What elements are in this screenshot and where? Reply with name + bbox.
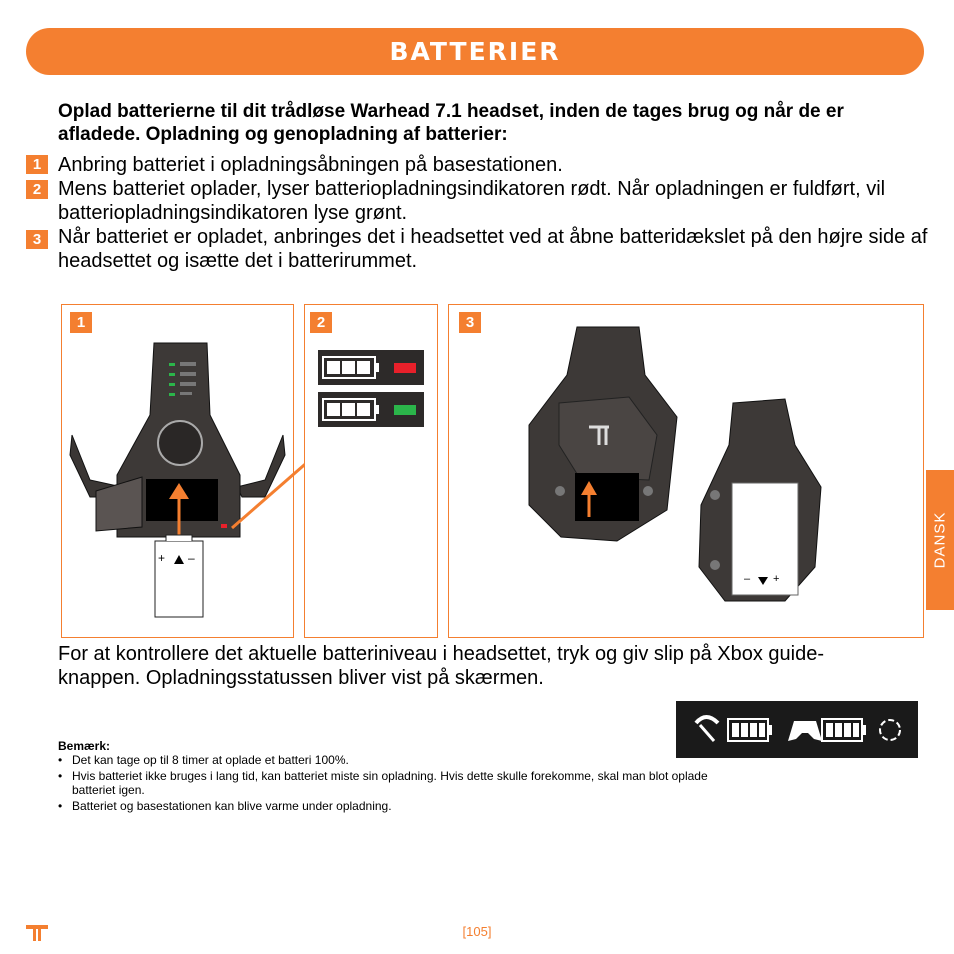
note-item: • Det kan tage op til 8 timer at oplade et batteri 100%. <box>58 753 738 767</box>
step-text: Når batteriet er opladet, anbringes det i headsettet ved at åbne batteridækslet på den højre side af headsettet og isætte det i batterirummet. <box>58 226 928 272</box>
language-tab <box>926 470 954 610</box>
step-number: 1 <box>26 155 48 174</box>
note-item: • Batteriet og basestationen kan blive varme under opladning. <box>58 799 738 813</box>
headset-icon <box>696 717 718 741</box>
battery-minus-label: – <box>188 551 195 565</box>
page-number: [105] <box>462 924 492 939</box>
battery-icon <box>822 719 866 741</box>
panel-number: 1 <box>70 312 92 333</box>
note-item: • Hvis batteriet ikke bruges i lang tid, kan batteriet miste sin opladning. Hvis dette skulle forekomme, skal man blot oplade batteriet igen. <box>58 769 738 797</box>
note-list <box>58 753 738 815</box>
step-number: 3 <box>26 230 48 249</box>
headset-illustration <box>449 305 923 637</box>
title-banner <box>26 28 924 75</box>
charge-indicator-illustration <box>305 305 437 445</box>
note-heading: Bemærk: <box>58 739 111 753</box>
panel-number: 3 <box>459 312 481 333</box>
step-text: Mens batteriet oplader, lyser batteriopladningsindikatoren rødt. Når opladningen er fuldført, vil batteriopladningsindikatoren lyse grønt. <box>58 178 886 224</box>
panel-number: 2 <box>310 312 332 333</box>
intro-text: Oplad batterierne til dit trådløse Warhead 7.1 headset, inden de tages brug og når de er afladede. Opladning og genopladning af batterier: <box>58 101 844 145</box>
illustration-panel-1 <box>61 304 294 638</box>
page-title: BATTERIER <box>389 37 561 66</box>
battery-icon <box>728 719 772 741</box>
battery-status-screen <box>676 701 918 758</box>
step-number: 2 <box>26 180 48 199</box>
controller-icon <box>788 721 822 741</box>
illustration-panel-3 <box>448 304 924 638</box>
step-text: Anbring batteriet i opladningsåbningen på basestationen. <box>58 154 563 176</box>
battery-plus-label: + <box>773 573 780 585</box>
loading-ring-icon <box>880 720 900 740</box>
check-battery-text: For at kontrollere det aktuelle batteriniveau i headsettet, tryk og giv slip på Xbox guide-knappen. Opladningsstatussen bliver vist på skærmen. <box>58 643 824 689</box>
battery-minus-label: – <box>744 573 751 585</box>
illustration-panel-2 <box>304 304 438 638</box>
language-tab-label: DANSK <box>931 511 949 569</box>
battery-plus-label: + <box>158 551 166 565</box>
base-station-illustration <box>62 305 293 637</box>
